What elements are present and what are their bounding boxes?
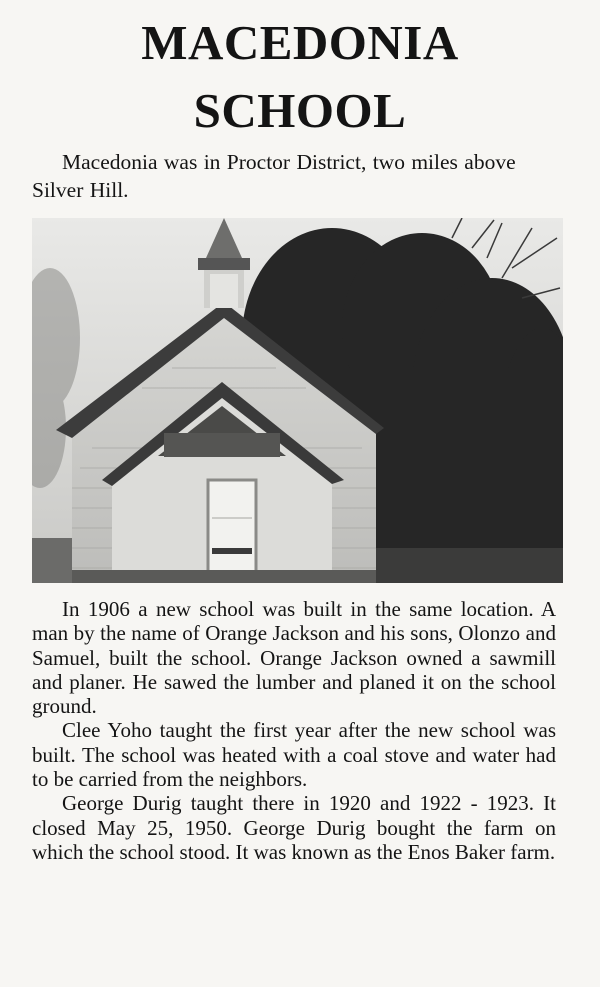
paragraph-2: Clee Yoho taught the first year after the new school was built. The school was heated with a coal stove and water had to be carried from the neighbors. xyxy=(32,718,556,792)
schoolhouse-photo xyxy=(32,218,563,583)
intro-paragraph: Macedonia was in Proctor District, two miles above Silver Hill. xyxy=(32,150,516,202)
paragraph-1: In 1906 a new school was built in the same location. A man by the name of Orange Jackson and his sons, Olonzo and Samuel, built the school. Orange Jackson owned a sawmill and planer. He sawed the lumber and planed it on the school ground. xyxy=(32,597,556,719)
schoolhouse-illustration xyxy=(32,218,563,583)
paragraph-3: George Durig taught there in 1920 and 1922 - 1923. It closed May 25, 1950. George Durig bought the farm on which the school stood. It was known as the Enos Baker farm. xyxy=(32,791,556,864)
body-text xyxy=(32,597,556,864)
page-title-line-2: SCHOOL xyxy=(193,83,407,138)
page-title-line-1: MACEDONIA xyxy=(141,15,459,70)
